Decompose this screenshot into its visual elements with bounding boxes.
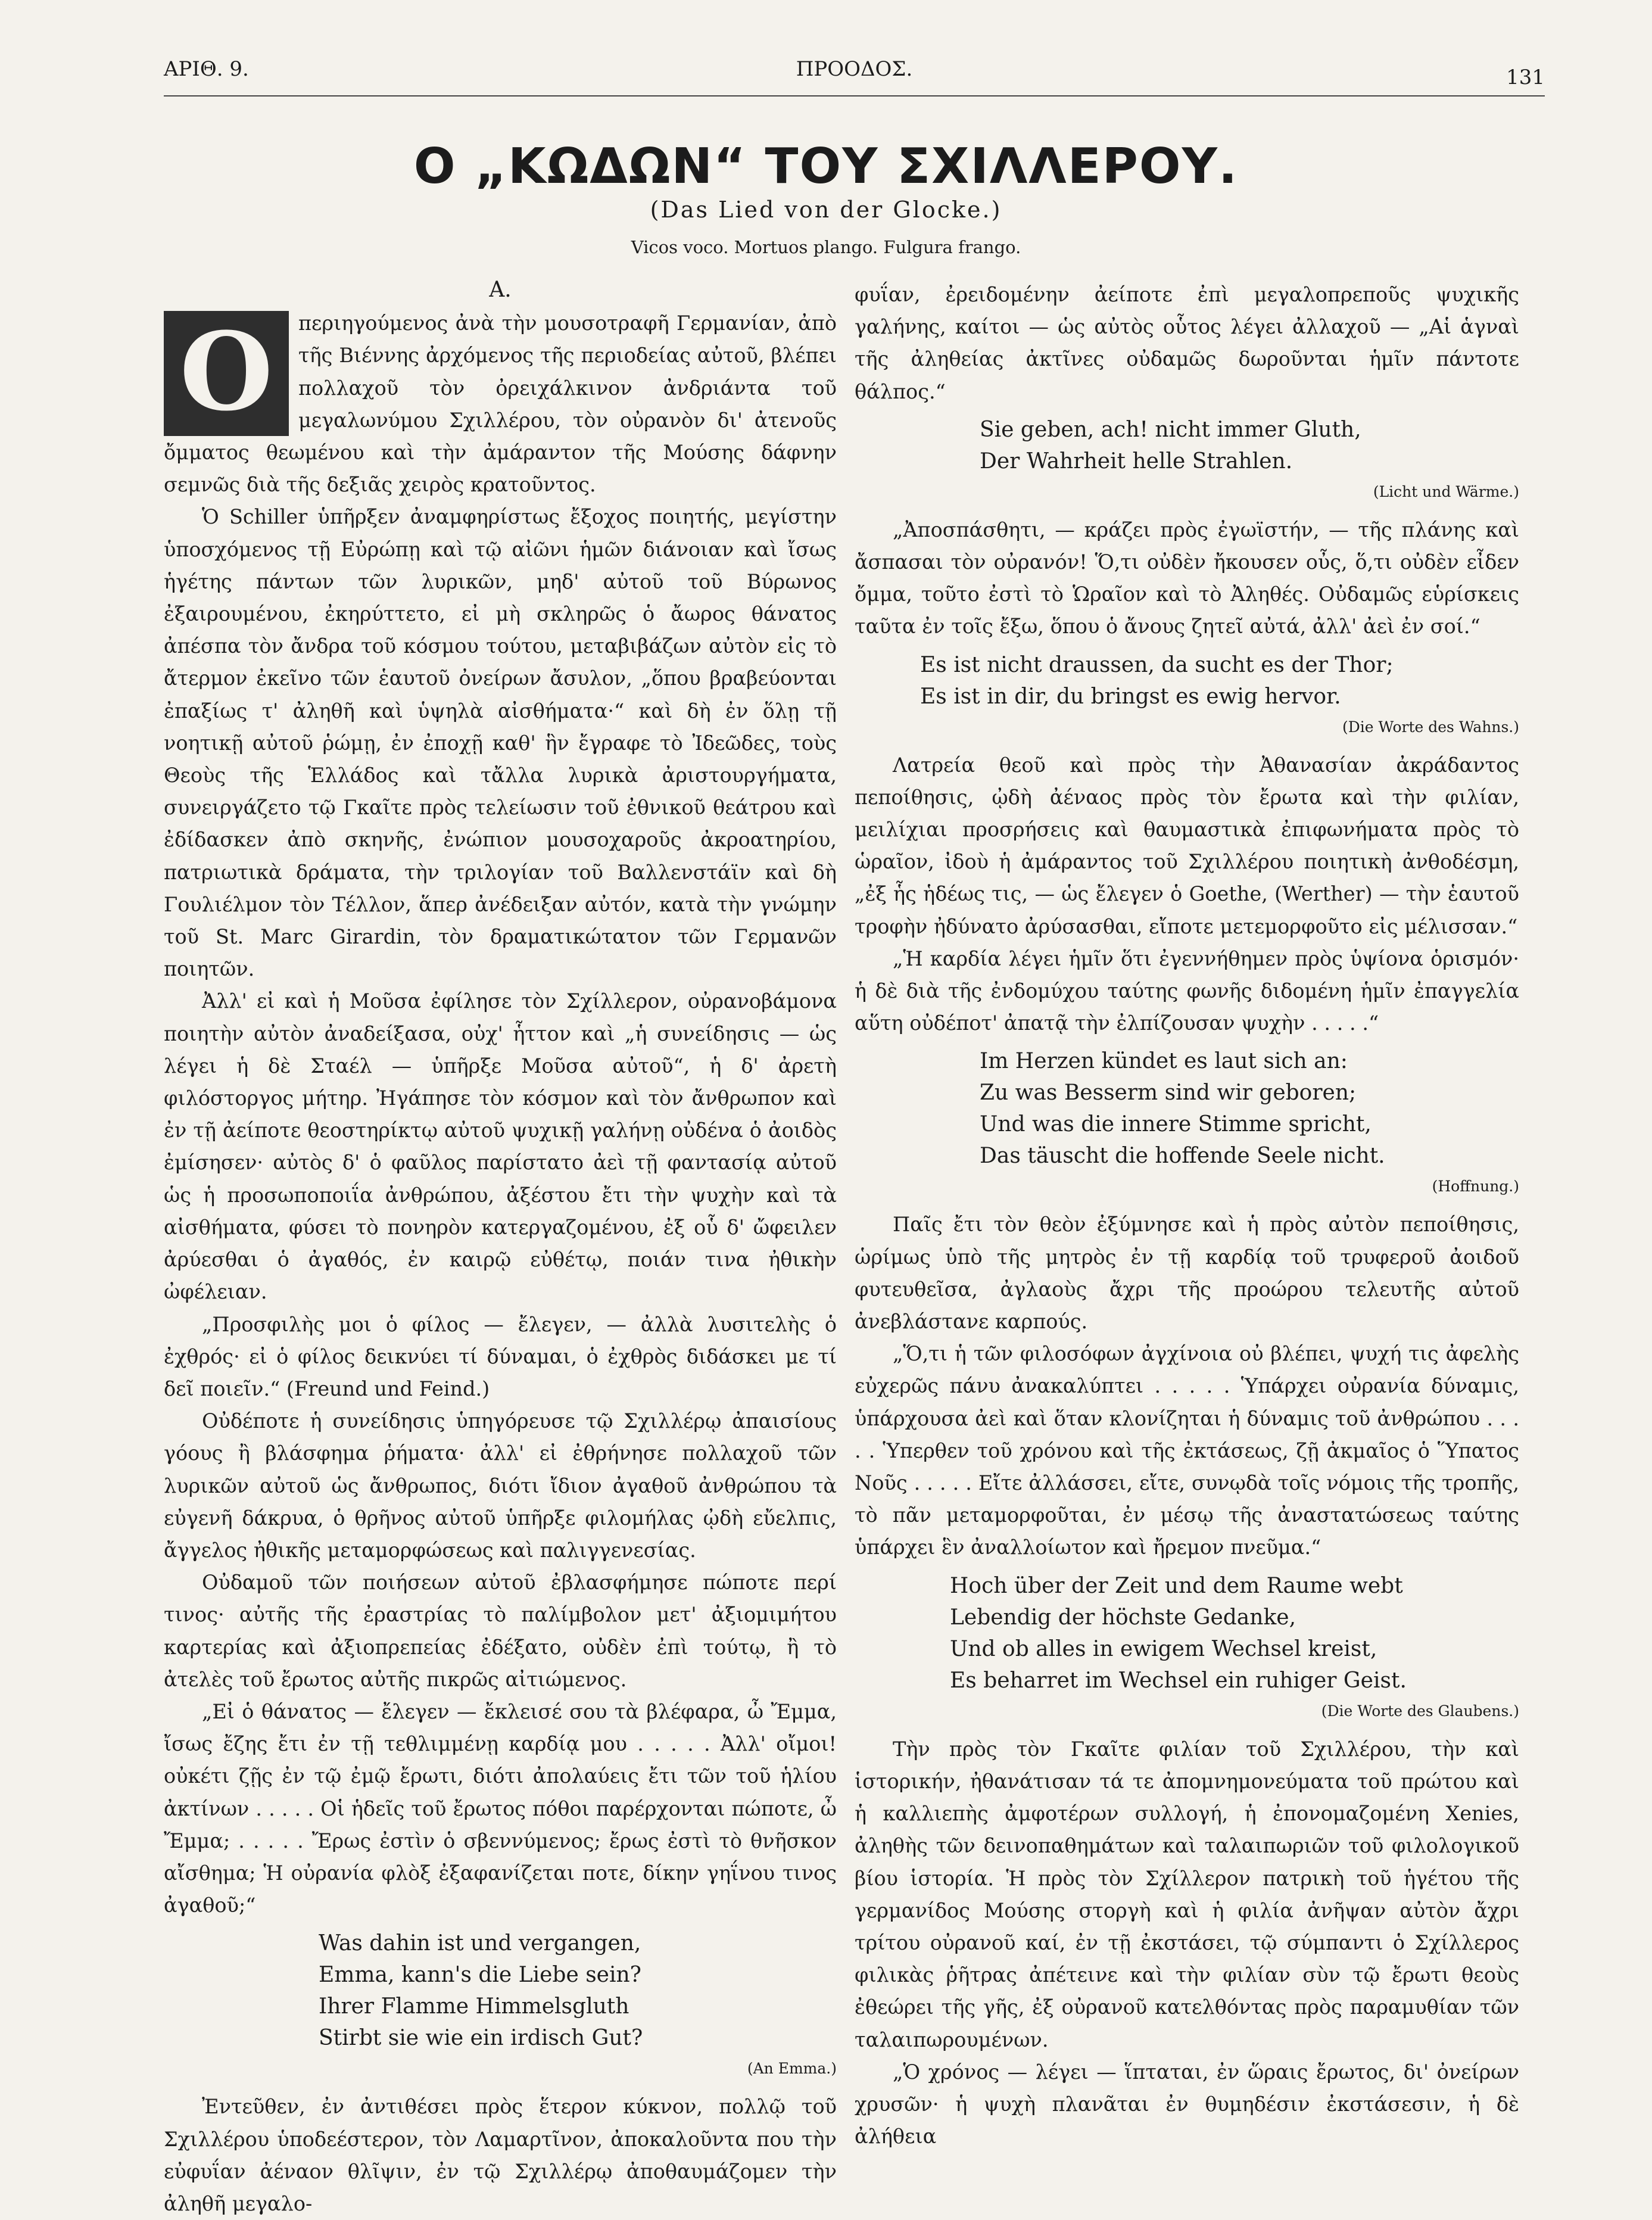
paragraph: Οὐδέποτε ἡ συνείδησις ὑπηγόρευσε τῷ Σχιλλέρῳ ἀπαισίους γόους ἢ βλάσφημα ῥήματα· ἀλλ' εἰ ἐθρήνησε πολλαχοῦ τῶν λυρικῶν αὐτοῦ ὡς ἄνθρωπος, διότι ἴδιον ἀγαθοῦ ἀνθρώπου τὰ εὐγενῆ δάκρυα, ὁ θρῆνος αὐτοῦ ὑπῆρξε φιλομήλας ᾠδὴ εὔελπις, ἄγγελος ἠθικῆς μεταμορφώσεως καὶ παλιγγενεσίας. (164, 1409, 837, 1562)
section-heading: Α. (489, 278, 512, 302)
verse-line: Es beharret im Wechsel ein ruhiger Geist. (950, 1668, 1407, 1693)
verse-quote (855, 414, 1519, 477)
verse-quote (855, 1570, 1519, 1696)
verse-line: Stirbt sie wie ein irdisch Gut? (319, 2026, 643, 2051)
paragraph: „Ὅ,τι ἡ τῶν φιλοσόφων ἀγχίνοια οὐ βλέπει, ψυχή τις ἀφελὴς εὐχερῶς πάνυ ἀνακαλύπτει . . . . . Ὑπάρχει οὐρανία δύναμις, ὑπάρχουσα ἀεὶ καὶ ὅταν κλονίζηται ἡ δύναμις τοῦ ἀνθρώπου . . . . . Ὑπερθεν τοῦ χρόνου καὶ τῆς ἐκτάσεως, ζῇ ἀκμαῖος ὁ Ὕπατος Νοῦς . . . . . Εἴτε ἀλλάσσει, εἴτε, συνῳδὰ τοῖς νόμοις τῆς τροπῆς, τὸ πᾶν μεταμορφοῦται, ἐν μέσῳ τῆς ἀναστατώσεως ταύτης ὑπάρχει ἓν ἀναλλοίωτον καὶ ἤρεμον πνεῦμα.“ (855, 1342, 1519, 1559)
verse-line: Im Herzen kündet es laut sich an: (980, 1049, 1348, 1074)
left-column (164, 274, 837, 2220)
paragraph: φυΐαν, ἐρειδομένην ἀείποτε ἐπὶ μεγαλοπρεποῦς ψυχικῆς γαλήνης, καίτοι — ὡς αὐτὸς οὗτος λέγει ἀλλαχοῦ — „Αἱ ἁγναὶ τῆς ἀληθείας ἀκτῖνες οὐδαμῶς δωροῦνται ἡμῖν πάντοτε θάλπος.“ (855, 283, 1519, 403)
paragraph: Παῖς ἔτι τὸν θεὸν ἐξύμνησε καὶ ἡ πρὸς αὐτὸν πεποίθησις, ὡρίμως ὑπὸ τῆς μητρὸς ἐν τῇ καρδίᾳ τοῦ τρυφεροῦ ἀοιδοῦ φυτευθεῖσα, ἀγλαοὺς ἄχρι τῆς προώρου τελευτῆς αὐτοῦ ἀνεβλάστανε καρπούς. (855, 1213, 1519, 1334)
verse-line: Es ist in dir, du bringst es ewig hervor. (920, 684, 1341, 709)
paragraph: Ἐντεῦθεν, ἐν ἀντιθέσει πρὸς ἕτερον κύκνον, πολλῷ τοῦ Σχιλλέρου ὑποδεέστερον, τὸν Λαμαρτῖνον, ἀποκαλοῦντα που τὴν εὐφυΐαν ἀέναον θλῖψιν, ἐν τῷ Σχιλλέρῳ ἀποθαυμάζομεν τὴν ἀληθῆ μεγαλο- (164, 2095, 837, 2215)
verse-line: Zu was Besserm sind wir geboren; (980, 1081, 1357, 1106)
drop-cap: Ο (164, 311, 289, 436)
paragraph: „Προσφιλὴς μοι ὁ φίλος — ἔλεγεν, — ἀλλὰ λυσιτελὴς ὁ ἐχθρός· εἰ ὁ φίλος δεικνύει τί δύναμαι, ὁ ἐχθρὸς διδάσκει με τί δεῖ ποιεῖν.“ (Freund und Feind.) (164, 1312, 837, 1400)
verse-line: Der Wahrheit helle Strahlen. (980, 449, 1293, 474)
page-number: 131 (1506, 66, 1545, 89)
paragraph: Τὴν πρὸς τὸν Γκαῖτε φιλίαν τοῦ Σχιλλέρου, τὴν καὶ ἱστορικήν, ἠθανάτισαν τά τε ἀπομνημονεύματα τοῦ πρώτου καὶ ἡ καλλιεπὴς ἀμφοτέρων συλλογή, ἡ ἐπονομαζομένη Xenies, ἀληθὴς τῶν δεινοπαθημάτων καὶ ταλαιπωριῶν τοῦ φιλολογικοῦ βίου ἱστορία. Ἡ πρὸς τὸν Σχίλλερον πατρικὴ τοῦ ἡγέτου τῆς γερμανίδος Μούσης στοργὴ καὶ ἡ φιλία ἀνῆψαν αὐτὸν ἄχρι τρίτου οὐρανοῦ καί, ἐν τῇ ἐκστάσει, τῷ σύμπαντι ὁ Σχίλλερος φιλικὰς ῥῆτρας ἀπέτεινε καὶ τὴν φιλίαν σὺν τῷ ἔρωτι θεοὺς ἐθεώρει τῆς γῆς, ἐξ οὐρανοῦ κατελθόντας πρὸς παραμυθίαν τῶν ταλαιπωρουμένων. (855, 1737, 1519, 2051)
verse-line: Es ist nicht draussen, da sucht es der Thor; (920, 652, 1394, 677)
paragraph: „Ὁ χρόνος — λέγει — ἵπταται, ἐν ὥραις ἔρωτος, δι' ὀνείρων χρυσῶν· ἡ ψυχὴ πλανᾶται ἐν θυμηδέσιν ἐκστάσεσιν, ἡ δὲ ἀλήθεια (855, 2060, 1519, 2149)
verse-source: (Die Worte des Glaubens.) (1321, 1702, 1519, 1720)
article-title: Ο „ΚΩΔΩΝ“ ΤΟΥ ΣΧΙΛΛΕΡΟΥ. (413, 138, 1239, 195)
verse-line: Das täuscht die hoffende Seele nicht. (980, 1144, 1385, 1169)
issue-number: ΑΡΙΘ. 9. (164, 57, 249, 81)
paragraph: „Ἡ καρδία λέγει ἡμῖν ὅτι ἐγεννήθημεν πρὸς ὑψίονα ὁρισμόν· ἡ δὲ διὰ τῆς ἐνδομύχου ταύτης φωνῆς διδομένη ἡμῖν ἐπαγγελία αὕτη οὐδέποτ' ἀπατᾷ τὴν ἐλπίζουσαν ψυχὴν . . . . .“ (855, 946, 1519, 1035)
verse-line: Emma, kann's die Liebe sein? (319, 1963, 641, 1988)
header-rule (164, 95, 1545, 96)
verse-source: (Die Worte des Wahns.) (1342, 718, 1519, 736)
paragraph: „Εἰ ὁ θάνατος — ἔλεγεν — ἔκλεισέ σου τὰ βλέφαρα, ὦ Ἔμμα, ἴσως ἔζης ἔτι ἐν τῇ τεθλιμμένῃ καρδίᾳ μου . . . . . Ἀλλ' οἴμοι! οὐκέτι ζῇς ἐν τῷ ἐμῷ ἔρωτι, διότι ἀπολαύεις ἔτι τῶν τοῦ ἡλίου ἀκτίνων . . . . . Οἱ ἡδεῖς τοῦ ἔρωτος πόθοι παρέρχονται πώποτε, ὦ Ἔμμα; . . . . . Ἔρως ἐστὶν ὁ σβεννύμενος; ἔρως ἐστὶ τὸ θνῆσκον αἴσθημα; Ἡ οὐρανία φλὸξ ἐξαφανίζεται ποτε, δίκην γηΐνου τινος ἀγαθοῦ;“ (164, 1699, 837, 1917)
verse-line: Lebendig der höchste Gedanke, (950, 1605, 1296, 1630)
verse-line: Ihrer Flamme Himmelsgluth (319, 1994, 629, 2019)
verse-line: Und was die innere Stimme spricht, (980, 1112, 1372, 1137)
paragraph: Οὐδαμοῦ τῶν ποιήσεων αὐτοῦ ἐβλασφήμησε πώποτε περί τινος· αὐτῆς τῆς ἐραστρίας τὸ παλίμβολον μετ' ἀξιομιμήτου καρτερίας καὶ ἀξιοπρεπείας ἐδέξατο, οὐδὲν ἐπὶ τούτῳ, ἢ τὸ ἀτελὲς τοῦ ἔρωτος αὐτῆς πικρῶς αἰτιώμενος. (164, 1571, 837, 1691)
verse-line: Sie geben, ach! nicht immer Gluth, (980, 417, 1361, 442)
paragraph: Ἀλλ' εἰ καὶ ἡ Μοῦσα ἐφίλησε τὸν Σχίλλερον, οὐρανοβάμονα ποιητὴν αὐτὸν ἀναδείξασα, οὐχ' ἧττον καὶ „ἡ συνείδησις — ὡς λέγει ἡ δὲ Σταέλ — ὑπῆρξε Μοῦσα αὐτοῦ“, ἡ δ' ἀρετὴ φιλόστοργος μήτηρ. Ἠγάπησε τὸν κόσμον καὶ τὸν ἄνθρωπον καὶ ἐν τῇ ἀείποτε θεοστηρίκτῳ αὐτοῦ ψυχικῇ γαλήνῃ οὐδένα ὁ ἀοιδὸς ἐμίσησεν· αὐτὸς δ' ὁ φαῦλος παρίστατο ἀεὶ τῇ φαντασίᾳ αὐτοῦ ὡς ἡ προσωποποιΐα ἀνθρώπου, ἀξέστου ἔτι τὴν ψυχὴν καὶ τὰ αἰσθήματα, φύσει τὸ πονηρὸν κατεργαζομένου, ἐξ οὗ δ' ὤφειλεν ἀρύεσθαι ὁ ἀγαθός, ἐν καιρῷ εὐθέτῳ, ποιάν τινα ἠθικὴν ὠφέλειαν. (164, 989, 837, 1304)
paragraph: „Ἀποσπάσθητι, — κράζει πρὸς ἐγωϊστήν, — τῆς πλάνης καὶ ἄσπασαι τὸν οὐρανόν! Ὅ,τι οὐδὲν ἤκουσεν οὖς, ὅ,τι οὐδὲν εἶδεν ὄμμα, τοῦτο ἐστὶ τὸ Ὡραῖον καὶ τὸ Ἀληθές. Οὐδαμῶς εὑρίσκεις ταῦτα ἐν τοῖς ἔξω, ὅπου ὁ ἄνους ζητεῖ αὐτά, ἀλλ' ἀεὶ ἐν σοί.“ (855, 518, 1519, 639)
verse-quote (855, 1045, 1519, 1172)
paragraph (164, 307, 837, 501)
verse-quote (855, 649, 1519, 712)
paragraph-text: περιηγούμενος ἀνὰ τὴν μουσοτραφῆ Γερμανίαν, ἀπὸ τῆς Βιέννης ἀρχόμενος τῆς περιοδείας αὐτοῦ, βλέπει πολλαχοῦ τὸν ὀρειχάλκινον ἀνδριάντα τοῦ μεγαλωνύμου Σχιλλέρου, τὸν οὐρανὸν δι' ἀτενοῦς ὄμματος θεωμένου καὶ τὴν ἀμάραντον τῆς Μούσης δάφνην σεμνῶς διὰ τῆς δεξιᾶς χειρὸς κρατοῦντος. (164, 312, 837, 497)
paragraph: Ὁ Schiller ὑπῆρξεν ἀναμφηρίστως ἔξοχος ποιητής, μεγίστην ὑποσχόμενος τῇ Εὐρώπῃ καὶ τῷ αἰῶνι ἡμῶν διάνοιαν καὶ ἴσως ἡγέτης πάντων τῶν λυρικῶν, μηδ' αὐτοῦ τοῦ Βύρωνος ἐξαιρουμένου, ἐκηρύττετο, εἰ μὴ σκληρῶς ὁ ἄωρος θάνατος ἀπέσπα τὸν ἄνδρα τοῦ κόσμου τούτου, μεταβιβάζων αὐτὸν εἰς τὸ ἄτερμον ἐκεῖνο τῶν ἑαυτοῦ ὀνείρων ἄσυλον, „ὅπου βραβεύονται ἐπαξίως τ' ἀληθῆ καὶ ὑψηλὰ αἰσθήματα·“ καὶ δὴ ἐν ὅλῃ τῇ νοητικῇ αὐτοῦ ῥώμῃ, ἐν ἐποχῇ καθ' ἣν ἔγραφε τὸ Ἰδεῶδες, τοὺς Θεοὺς τῆς Ἑλλάδος καὶ τἄλλα λυρικὰ ἀριστουργήματα, συνειργάζετο τῷ Γκαῖτε πρὸς τελείωσιν τοῦ ἐθνικοῦ θεάτρου καὶ ἐδίδασκεν ἀπὸ σκηνῆς, ἐνώπιον μουσοχαροῦς ἀκροατηρίου, πατριωτικὰ δράματα, τὴν τριλογίαν τοῦ Βαλλενστάϊν καὶ δὴ Γουλιέλμον τὸν Τέλλον, ἅπερ ἀνέδειξαν αὐτόν, κατὰ τὴν γνώμην τοῦ St. Marc Girardin, τὸν δραματικώτατον τῶν Γερμανῶν ποιητῶν. (164, 505, 837, 981)
verse-quote (164, 1928, 837, 2054)
verse-source: (Licht und Wärme.) (1373, 482, 1519, 500)
verse-line: Hoch über der Zeit und dem Raume webt (950, 1573, 1403, 1598)
verse-source: (An Emma.) (747, 2060, 837, 2078)
article-motto: Vicos voco. Mortuos plango. Fulgura frango. (631, 237, 1021, 257)
verse-line: Was dahin ist und vergangen, (319, 1931, 641, 1956)
journal-name: ΠΡΟΟΔΟΣ. (796, 57, 913, 81)
verse-line: Und ob alles in ewigem Wechsel kreist, (950, 1636, 1377, 1661)
verse-source: (Hoffnung.) (1432, 1178, 1519, 1195)
paragraph: Λατρεία θεοῦ καὶ πρὸς τὴν Ἀθανασίαν ἀκράδαντος πεποίθησις, ᾠδὴ ἀέναος πρὸς τὸν ἔρωτα καὶ τὴν φιλίαν, μειλίχιαι προσρήσεις καὶ θαυμαστικὰ ἐπιφωνήματα πρὸς τὸ ὡραῖον, ἰδοὺ ἡ ἀμάραντος τοῦ Σχιλλέρου ποιητικὴ ἀνθοδέσμη, „ἐξ ἧς ἡδέως τις, — ὡς ἔλεγεν ὁ Goethe, (Werther) — τὴν ἑαυτοῦ τροφὴν ἠδύνατο ἀρύσασθαι, εἴποτε μετεμορφοῦτο εἰς μέλισσαν.“ (855, 753, 1519, 938)
article-subtitle: (Das Lied von der Glocke.) (650, 197, 1002, 223)
running-header (164, 57, 1545, 93)
right-column (855, 279, 1519, 2153)
